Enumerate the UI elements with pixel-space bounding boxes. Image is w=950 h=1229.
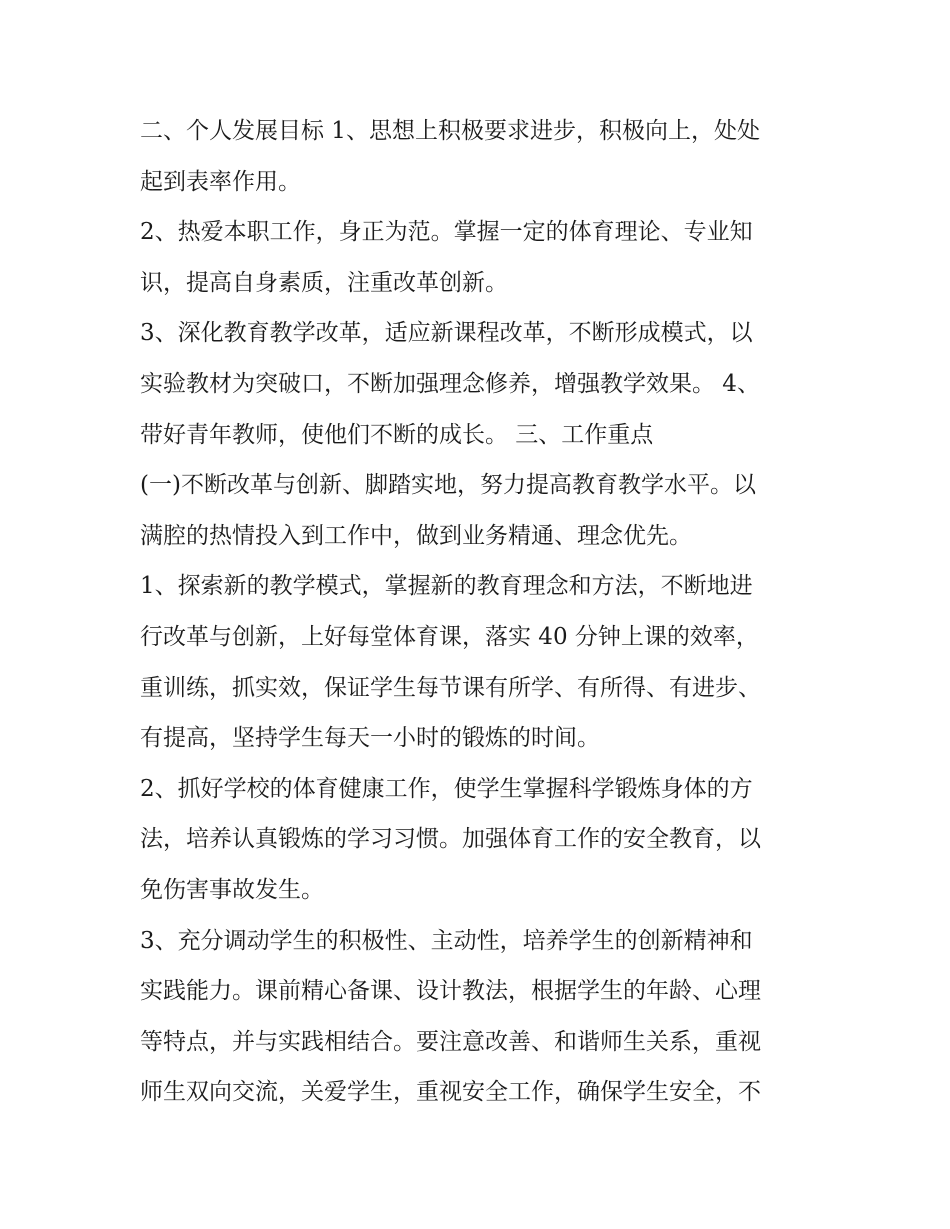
document-body [140, 106, 820, 1118]
text-line: 实践能力。课前精心备课、设计教法，根据学生的年龄、心理 [140, 978, 761, 1005]
text-line: 识，提高自身素质，注重改革创新。 [140, 269, 508, 296]
text-line: 二、个人发展目标 1、思想上积极要求进步，积极向上，处处 [140, 118, 760, 144]
text-line: 师生双向交流，关爱学生，重视安全工作，确保学生安全，不 [140, 1079, 761, 1106]
text-line: 3、深化教育教学改革，适应新课程改革，不断形成模式，以 [140, 320, 753, 347]
text-line: 免伤害事故发生。 [140, 876, 324, 903]
text-line: 有提高，坚持学生每天一小时的锻炼的时间。 [140, 725, 600, 752]
text-line: 2、热爱本职工作，身正为范。掌握一定的体育理论、专业知 [140, 219, 753, 246]
text-line: 重训练，抓实效，保证学生每节课有所学、有所得、有进步、 [140, 674, 761, 701]
text-line: 带好青年教师，使他们不断的成长。 三、工作重点 [140, 421, 654, 448]
text-line: 实验教材为突破口，不断加强理念修养，增强教学效果。 4、 [140, 370, 760, 397]
text-line: 法，培养认真锻炼的学习习惯。加强体育工作的安全教育，以 [140, 826, 761, 853]
text-line: 2、抓好学校的体育健康工作，使学生掌握科学锻炼身体的方 [140, 775, 753, 802]
text-line: 起到表率作用。 [140, 168, 301, 195]
text-line: 行改革与创新，上好每堂体育课，落实 40 分钟上课的效率， [140, 623, 759, 650]
text-line: 1、探索新的教学模式，掌握新的教育理念和方法，不断地进 [140, 573, 753, 600]
text-line: 3、充分调动学生的积极性、主动性，培养学生的创新精神和 [140, 927, 753, 954]
text-line: 等特点，并与实践相结合。要注意改善、和谐师生关系，重视 [140, 1028, 761, 1055]
text-line: 满腔的热情投入到工作中，做到业务精通、理念优先。 [140, 522, 692, 549]
text-line: (一)不断改革与创新、脚踏实地，努力提高教育教学水平。以 [140, 472, 756, 499]
